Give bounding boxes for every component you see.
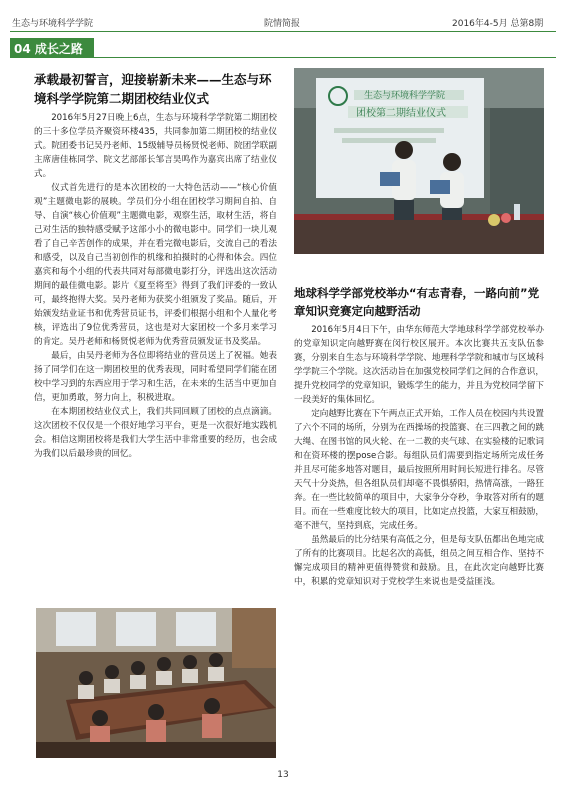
- section-title: 04 成长之路: [14, 42, 83, 56]
- article-team-school-graduation: [34, 70, 277, 461]
- article-paragraph: 定向越野比赛在下午两点正式开始，工作人员在校园内共设置了六个不同的场所，分别为在西操场的投篮赛、在三四教之间的跳大绳、在图书馆的风火轮、在一二教的夹气球、在实验楼的记歌词和在资环楼的摆pose合影。每组队员们需要到指定场所完成任务并且尽可能多地答对题目，最后按照所用时间长短进行排名。尽管天气十分炎热，但各组队员们却毫不畏惧骄阳，热情高涨，一路狂奔。在一些比较简单的项目中，大家争分夺秒，争取答对所有的题目。而在一些难度比较大的项目，比如定点投篮，大家互相鼓励，毫不泄气，坚持到底，完成任务。: [294, 409, 544, 531]
- ceremony-photo: [294, 68, 544, 254]
- header-divider: [10, 31, 556, 32]
- article-title: 承载最初誓言，迎接崭新未来——生态与环境科学学院第二期团校结业仪式: [34, 72, 272, 106]
- banner-college-text: 生态与环境科学学院: [364, 91, 446, 101]
- section-divider: [94, 57, 556, 58]
- article-title: 地球科学学部党校举办“有志青春，一路向前”党章知识竞赛定向越野活动: [294, 286, 540, 318]
- article-paragraph: 2016年5月4日下午，由华东师范大学地球科学学部党校举办的党章知识定向越野赛在闵行校区展开。本次比赛共五支队伍参赛，分别来自生态与环境科学学院、地理科学学院和城市与区域科学学院三个学院。这次活动旨在加强党校同学们之间的合作意识，提升党校同学的党章知识，锻炼学生的能力，并且为党校同学留下一段美好的集体回忆。: [294, 325, 544, 405]
- article-paragraph: 在本期团校结业仪式上，我们共同回顾了团校的点点滴滴。这次团校不仅仅是一个很好地学习平台，更是一次很好地实践机会。相信这期团校将是我们大学生活中非常重要的经历，也会成为我们以后最珍贵的回忆。: [34, 407, 277, 459]
- page-header: [0, 0, 566, 30]
- article-paragraph: 虽然最后的比分结果有高低之分，但是每支队伍都出色地完成了所有的比赛项目。比起名次的高低，组员之间互相合作、坚持不懈完成项目的精神更值得赞赏和鼓励。且，在此次定向越野比赛中，积累的党章知识对于党校学生来说也是受益匪浅。: [294, 535, 544, 587]
- header-publication-name: 院情简报: [264, 19, 301, 29]
- ceremony-photo-illustration: [294, 68, 544, 254]
- article-party-school-orienteering: [294, 284, 544, 589]
- page-number: 13: [277, 770, 289, 780]
- article-paragraph: 仪式首先进行的是本次团校的一大特色活动——“核心价值观”主题微电影的展映。学员们分小组在团校学习期间自拍、自导、自演“核心价值观”主题微电影，观察生活，取材生活，将自己对生活的独特感受赋予这部小小的微电影中。同学们一块儿观看了自己辛苦创作的成果，并在看完微电影后，交流自己的看法和感受，以及自己当初创作的机缘和拍摄时的心得和体会。四位嘉宾和每个小组的代表共同对每部微电影打分，评选出这次活动期间的最佳微电影。影片《夏至将至》得到了我们评委的一致认可，最终抱得大奖。吴丹老师为获奖小组颁发了奖品。随后，开始颁发结业证书和优秀营员证书，评委们根据小组和个人量化考核，评选出了9位优秀营员，这也是对大家团校一个多月来学习的肯定。吴丹老师和杨贤悦老师为优秀营员颁发证书及奖品。: [34, 183, 277, 347]
- header-issue-info: 2016年4-5月 总第8期: [452, 19, 544, 29]
- classroom-photo: [36, 608, 276, 758]
- article-paragraph: 最后，由吴丹老师为各位即将结业的营员送上了祝福。她表扬了同学们在这一期团校里的优秀表现，同时希望同学们能在团校中学习到的东西应用于学习和生活，在未来的生活当中更加自信，更加勇敢，努力向上，积极进取。: [34, 351, 277, 403]
- classroom-photo-illustration: [36, 608, 276, 758]
- banner-ceremony-text: 团校第二期结业仪式: [356, 108, 446, 119]
- header-college-name: 生态与环境科学学院: [12, 19, 94, 29]
- article-paragraph: 2016年5月27日晚上6点，生态与环境科学学院第二期团校的三十多位学员齐聚资环楼435，共同参加第二期团校的结业仪式。院团委书记吴丹老师、15级辅导员杨贤悦老师、院团学联副主席唐佳栋同学、院文艺部部长邹言昊鸣作为嘉宾出席了结业仪式。: [34, 113, 277, 179]
